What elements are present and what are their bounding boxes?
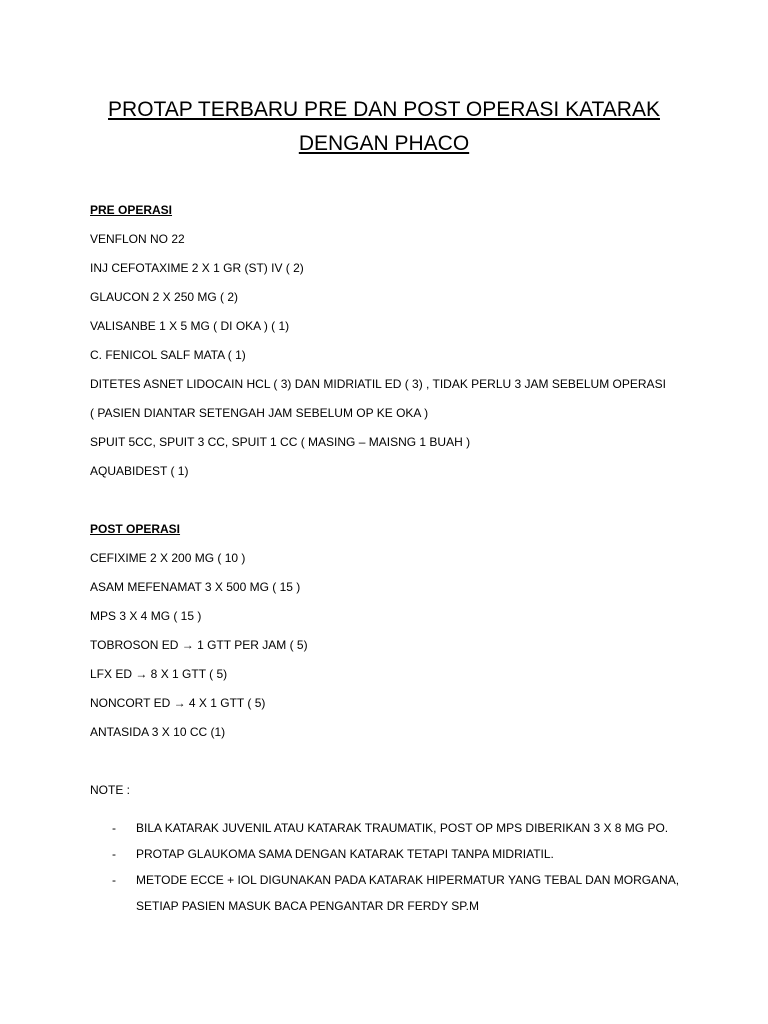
note-label: NOTE : [90,783,131,797]
pre-item: C. FENICOL SALF MATA ( 1) [90,348,246,362]
pre-operasi-heading: PRE OPERASI [90,203,173,217]
title-line-1: PROTAP TERBARU PRE DAN POST OPERASI KATARAK [108,98,660,121]
post-item: TOBROSON ED → 1 GTT PER JAM ( 5) [90,638,308,652]
bullet-dash: - [112,873,116,887]
post-operasi-heading: POST OPERASI [90,522,181,536]
bullet-dash: - [112,821,116,835]
pre-item: SPUIT 5CC, SPUIT 3 CC, SPUIT 1 CC ( MASING – MAISNG 1 BUAH ) [90,435,471,449]
pre-item: ( PASIEN DIANTAR SETENGAH JAM SEBELUM OP KE OKA ) [90,406,429,420]
bullet-dash: - [112,847,116,861]
document-title [90,93,678,161]
post-item: ANTASIDA 3 X 10 CC (1) [90,725,226,739]
post-item: MPS 3 X 4 MG ( 15 ) [90,609,202,623]
title-line-2: DENGAN PHACO [298,132,470,155]
note-item [112,821,668,836]
pre-item: GLAUCON 2 X 250 MG ( 2) [90,290,239,304]
post-item: NONCORT ED → 4 X 1 GTT ( 5) [90,696,266,710]
note-item [112,847,554,862]
note-item [112,873,679,888]
note-item-text: PROTAP GLAUKOMA SAMA DENGAN KATARAK TETAPI TANPA MIDRIATIL. [136,847,554,861]
pre-item: VALISANBE 1 X 5 MG ( DI OKA ) ( 1) [90,319,290,333]
post-item: LFX ED → 8 X 1 GTT ( 5) [90,667,228,681]
note-item-text: BILA KATARAK JUVENIL ATAU KATARAK TRAUMATIK, POST OP MPS DIBERIKAN 3 X 8 MG PO. [136,821,669,835]
pre-item: INJ CEFOTAXIME 2 X 1 GR (ST) IV ( 2) [90,261,304,275]
post-item: ASAM MEFENAMAT 3 X 500 MG ( 15 ) [90,580,301,594]
pre-item: DITETES ASNET LIDOCAIN HCL ( 3) DAN MIDRIATIL ED ( 3) , TIDAK PERLU 3 JAM SEBELUM OPERASI [90,377,666,391]
note-item-continuation: SETIAP PASIEN MASUK BACA PENGANTAR DR FERDY SP.M [136,899,479,913]
post-item: CEFIXIME 2 X 200 MG ( 10 ) [90,551,246,565]
pre-item: AQUABIDEST ( 1) [90,464,189,478]
note-item-text: METODE ECCE + IOL DIGUNAKAN PADA KATARAK HIPERMATUR YANG TEBAL DAN MORGANA, [136,873,680,887]
pre-item: VENFLON NO 22 [90,232,185,246]
